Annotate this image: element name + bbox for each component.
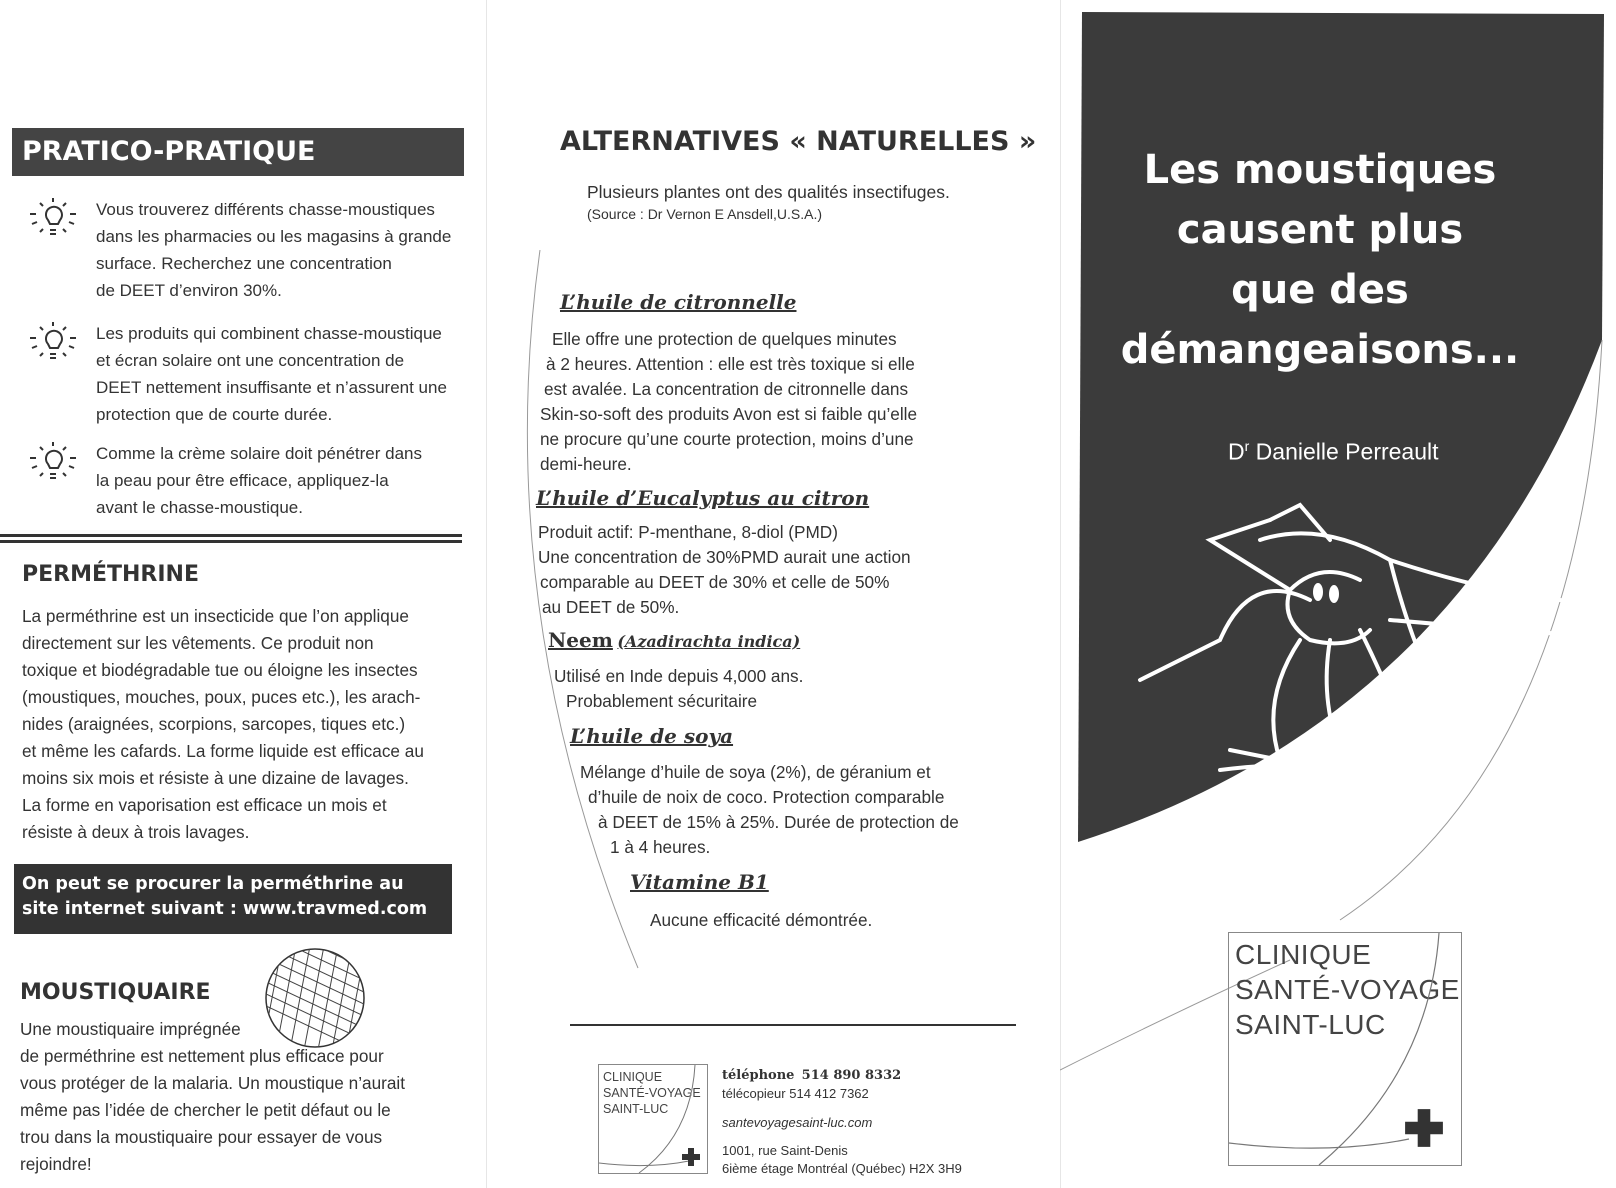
moustiquaire-line: trou dans la moustiquaire pour essayer de vous: [20, 1127, 383, 1147]
author-prefix: D: [1228, 438, 1245, 465]
plant-heading: L’huile d’Eucalyptus au citron: [536, 486, 870, 510]
cover-title: [1110, 140, 1530, 380]
cover-background: [1078, 12, 1604, 842]
moustiquaire-line: de perméthrine est nettement plus efficace pour: [20, 1046, 384, 1066]
tip-line: Comme la crème solaire doit pénétrer dans: [96, 444, 422, 463]
logo-line: CLINIQUE: [1235, 939, 1372, 970]
intro-text: Plusieurs plantes ont des qualités insectifuges.: [587, 182, 950, 202]
plant-line: Utilisé en Inde depuis 4,000 ans.: [554, 666, 804, 686]
plant-body: [538, 520, 911, 620]
plant-body: [540, 327, 917, 477]
phone-row: [722, 1066, 962, 1085]
permethrine-line: nides (araignées, scorpions, sarcopes, tiques etc.): [22, 714, 406, 734]
callout-line-2[interactable]: site internet suivant : www.travmed.com: [22, 899, 428, 919]
lightbulb-icon: [24, 196, 82, 248]
tip-line: avant le chasse-moustique.: [96, 498, 303, 517]
tip-line: Les produits qui combinent chasse-moustique: [96, 324, 442, 343]
plant-body: [554, 664, 803, 714]
permethrine-body: [22, 603, 472, 846]
lightbulb-icon: [24, 440, 82, 492]
cover-title-line: Les moustiques: [1143, 147, 1497, 193]
plant-heading-latin: (Azadirachta indica): [617, 632, 801, 651]
permethrine-line: et même les cafards. La forme liquide est efficace au: [22, 741, 424, 761]
middle-divider: [570, 1024, 1016, 1026]
address-line: 1001, rue Saint-Denis: [722, 1143, 848, 1158]
tip-item: [20, 320, 470, 428]
double-rule-top: [0, 534, 462, 537]
plant-line: à 2 heures. Attention : elle est très toxique si elle: [546, 354, 915, 374]
plant-body: [650, 908, 872, 933]
plant-heading: L’huile de soya: [570, 724, 734, 748]
plant-line: Mélange d’huile de soya (2%), de géranium et: [580, 762, 931, 782]
plant-line: au DEET de 50%.: [542, 597, 680, 617]
permethrine-line: La forme en vaporisation est efficace un mois et: [22, 795, 387, 815]
moustiquaire-body: [20, 1016, 470, 1178]
moustiquaire-line: vous protéger de la malaria. Un moustique n’aurait: [20, 1073, 406, 1093]
tip-line: et écran solaire ont une concentration de: [96, 351, 405, 370]
permethrine-line: résiste à deux à trois lavages.: [22, 822, 250, 842]
plant-heading: Vitamine B1: [630, 870, 769, 894]
author-sup: r: [1244, 438, 1250, 454]
tip-line: protection que de courte durée.: [96, 405, 333, 424]
logo-line: SANTÉ-VOYAGE: [603, 1086, 701, 1100]
plant-line: demi-heure.: [540, 454, 632, 474]
plant-heading: L’huile de citronnelle: [560, 290, 797, 314]
plant-line: Elle offre une protection de quelques minutes: [552, 329, 897, 349]
plant-line: Probablement sécuritaire: [566, 691, 758, 711]
plant-line: comparable au DEET de 30% et celle de 50%: [540, 572, 890, 592]
clinic-logo-small: [598, 1064, 708, 1174]
logo-line: SANTÉ-VOYAGE: [1235, 974, 1460, 1005]
plant-line: Aucune efficacité démontrée.: [650, 910, 873, 930]
alternatives-title: ALTERNATIVES « NATURELLES »: [560, 126, 1037, 157]
moustiquaire-title: MOUSTIQUAIRE: [20, 980, 211, 1005]
address-line: 6ième étage Montréal (Québec) H2X 3H9: [722, 1161, 962, 1176]
tip-item: [20, 440, 470, 521]
plant-line: Une concentration de 30%PMD aurait une action: [538, 547, 911, 567]
tip-line: DEET nettement insuffisante et n’assurent une: [96, 378, 447, 397]
permethrine-line: moins six mois et résiste à une dizaine de lavages.: [22, 768, 409, 788]
author-text: Danielle Perreault: [1249, 438, 1439, 465]
cover-title-line: que des: [1231, 267, 1409, 313]
clinic-logo-large: [1228, 932, 1462, 1166]
cover-title-line: causent plus: [1176, 207, 1464, 253]
tip-item: [20, 196, 470, 304]
logo-line: SAINT-LUC: [1235, 1009, 1386, 1040]
fax-row: [722, 1085, 962, 1103]
logo-line: CLINIQUE: [603, 1070, 663, 1084]
fax-number: 514 412 7362: [789, 1086, 869, 1101]
source-text: (Source : Dr Vernon E Ansdell,U.S.A.): [587, 206, 822, 222]
logo-line: SAINT-LUC: [603, 1102, 669, 1116]
callout-line-1: On peut se procurer la perméthrine au: [22, 874, 404, 894]
website-link[interactable]: santevoyagesaint-luc.com: [722, 1115, 873, 1130]
website-callout: [14, 864, 452, 934]
moustiquaire-line: même pas l’idée de chercher le petit défaut ou le: [20, 1100, 391, 1120]
plant-body: [580, 760, 959, 860]
tip-line: surface. Recherchez une concentration: [96, 254, 392, 273]
double-rule-bottom: [0, 540, 462, 543]
lightbulb-icon: [24, 320, 82, 372]
moustiquaire-line: rejoindre!: [20, 1154, 92, 1174]
plant-line: Produit actif: P-menthane, 8-diol (PMD): [538, 522, 838, 542]
contact-block: [722, 1066, 962, 1178]
permethrine-line: directement sur les vêtements. Ce produit non: [22, 633, 374, 653]
phone-label: téléphone: [722, 1068, 795, 1083]
permethrine-line: (moustiques, mouches, poux, puces etc.), les arach-: [22, 687, 421, 707]
cover-title-line: démangeaisons...: [1120, 327, 1520, 373]
permethrine-line: toxique et biodégradable tue ou éloigne les insectes: [22, 660, 418, 680]
permethrine-line: La perméthrine est un insecticide que l’on applique: [22, 606, 409, 626]
tip-line: la peau pour être efficace, appliquez-la: [96, 471, 389, 490]
pratico-banner: PRATICO-PRATIQUE: [12, 128, 464, 176]
plant-line: ne procure qu’une courte protection, moins d’une: [540, 429, 914, 449]
plant-line: est avalée. La concentration de citronnelle dans: [544, 379, 909, 399]
plant-line: Skin-so-soft des produits Avon est si faible qu’elle: [540, 404, 918, 424]
author-name: [1228, 438, 1439, 466]
tip-line: dans les pharmacies ou les magasins à grande: [96, 227, 452, 246]
plant-line: 1 à 4 heures.: [610, 837, 711, 857]
neem-heading: [548, 628, 800, 652]
fold-line: [486, 0, 487, 1188]
tip-line: Vous trouverez différents chasse-moustiques: [96, 200, 435, 219]
plant-heading: Neem: [548, 628, 613, 652]
medical-cross-icon: [681, 1147, 701, 1167]
moustiquaire-line: Une moustiquaire imprégnée: [20, 1019, 241, 1039]
plant-line: d’huile de noix de coco. Protection comparable: [588, 787, 945, 807]
phone-number[interactable]: 514 890 8332: [801, 1068, 902, 1083]
plant-line: à DEET de 15% à 25%. Durée de protection de: [598, 812, 959, 832]
fax-label: télécopieur: [722, 1086, 786, 1101]
tip-line: de DEET d’environ 30%.: [96, 281, 282, 300]
medical-cross-icon: [1403, 1107, 1445, 1149]
permethrine-title: PERMÉTHRINE: [22, 562, 199, 587]
